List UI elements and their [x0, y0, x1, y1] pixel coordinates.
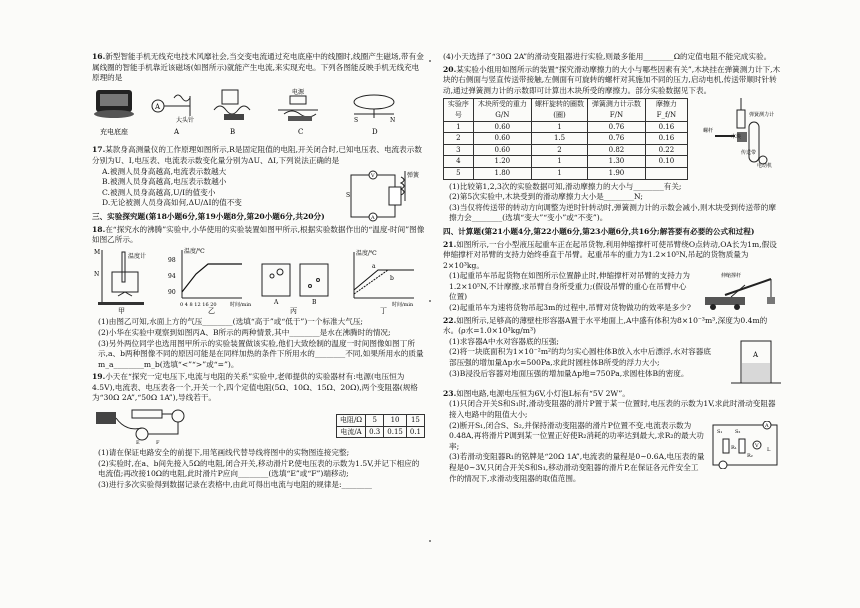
svg-text:N: N — [94, 270, 100, 278]
svg-text:弹簧: 弹簧 — [407, 172, 420, 180]
q19-sub-1: (1)请在保证电路安全的前提下,用笔画线代替导线将图中的实物图连接完整; — [98, 448, 350, 458]
q17-number: 17. — [92, 145, 106, 155]
svg-text:a: a — [372, 262, 376, 270]
figure-a — [152, 95, 194, 124]
ab-graph — [354, 249, 414, 308]
q22-text: 如图所示,足够高的薄壁柱形容器A置于水平地面上,A中盛有体积为8×10⁻³m³,深度为0.4m的水。(ρ水=1.0×10³kg/m³) — [443, 315, 768, 336]
question-20 — [443, 65, 781, 224]
q19-sub-2: (2)实验时,在a、b间先接入5Ω的电阻,闭合开关,移动滑片P,使电压表的示数为1.5V,并记下相应的电流值;再改接10Ω的电阻,此时滑片P应向________(选填“E”或“F”)端移动; — [98, 458, 420, 479]
q18-sub-3: (3)另外两位同学也选用图甲所示的实验装置做该实验,他们大致绘制的温度一时间图像如图丁所示,a、b两种图像不同的原因可能是在同样加热的条件下所用水的________不同,如果所用水的质量m_a________m_b(选填“<”“>”或“=”)。 — [98, 338, 424, 369]
q21-sub-1: (1)起重吊车吊起货物在如图所示位置静止时,伸缩撑杆对吊臂的支持力为1.2×10⁵N,不计摩擦,求吊臂自身所受重力;(假设吊臂的重心在吊臂中心位置) — [449, 271, 690, 302]
figure-d — [354, 95, 395, 124]
question-21 — [443, 240, 781, 314]
q18-sub-1: (1)由图乙可知,水面上方的气压________(选填“高于”或“低于”)一个标准大气压; — [98, 317, 363, 327]
section-4-heading: 四、计算题(第21小题4分,第22小题6分,第23小题6分,共16分;解答要有必要的公式和过程) — [443, 226, 755, 236]
q16-figures — [92, 84, 425, 140]
q21-sub-2: (2)起重吊车为速将货物吊起3m的过程中,吊臂对货物做功的效率是多少? — [449, 303, 691, 313]
svg-text:A: A — [274, 298, 279, 306]
q16-text: 新型智能手机无线充电技术风靡社会,当交变电流通过充电底座中的线圈时,线圈产生磁场,带有金属线圈的智能手机靠近该磁场(如图所示)就能产生电流,来实现充电。下列各图能反映手机无线充电原理的是 — [92, 52, 424, 83]
q21-text: 如图所示,一台小型液压起重车正在起吊货物,利用伸缩撑杆可使吊臂绕O点转动,OA长为1m,假设伸缩撑杆对吊臂的支持力始终垂直于吊臂。起重吊车的重力为1.2×10⁵N,吊起的货物质量为2×10³kg。 — [443, 239, 777, 270]
q19-text: 小天在“探究一定电压下,电流与电阻的关系”实验中,老师提供的实验器材有:电源(电压恒为4.5V),电流表、电压表各一个,开关一个,四个定值电阻(5Ω、10Ω、15Ω、20Ω),两个变阻器(规格为“30Ω 2A”,“50Ω 1A”),导线若干。 — [92, 372, 418, 403]
svg-text:木块: 木块 — [731, 134, 742, 141]
svg-text:时间/min: 时间/min — [392, 301, 414, 308]
svg-text:S: S — [346, 192, 351, 200]
q20-sub-1: (1)比较第1,2,3次的实验数据可知,滑动摩擦力的大小与________有关; — [449, 181, 682, 191]
q18-number: 18. — [92, 224, 106, 234]
fold-mark — [429, 60, 431, 62]
svg-text:温度计: 温度计 — [128, 252, 147, 260]
svg-text:E: E — [136, 440, 140, 447]
q21-number: 21. — [443, 239, 457, 249]
q20-table: 实验序号 木块所受的重力G/N 螺杆旋转的圈数(圈) 弹簧测力计示数F/N 摩擦力F_f/N 1 0.60 1 0.76 0.16 2 0.60 1.5 0.76 0.16 3 0.60 2 0.82 0.22 4 1.20 1 1.30 0.10 5 1.80 1 1.90 — [443, 98, 688, 179]
svg-text:V: V — [371, 173, 375, 180]
q20-sub-2: (2)第5次实验中,木块受到的滑动摩擦力大小是________N; — [449, 192, 643, 202]
svg-text:A: A — [155, 102, 161, 111]
svg-text:S: S — [354, 116, 359, 124]
boiling-apparatus-figure — [94, 249, 146, 305]
svg-text:R₂: R₂ — [747, 452, 753, 459]
svg-text:N: N — [390, 116, 396, 124]
q22-number: 22. — [443, 315, 457, 325]
svg-text:F: F — [156, 440, 160, 447]
q20-apparatus-figure — [701, 96, 781, 168]
section-3-heading: 三、实验探究题(第18小题6分,第19小题8分,第20小题6分,共20分) — [92, 211, 325, 221]
figure-b — [214, 90, 250, 120]
q19-continued: (4)小天选择了“30Ω 2A”的滑动变阻器进行实验,则最多能用________Ω的定值电阻不能完成实验。 — [443, 52, 772, 61]
svg-text:0 4 8 12 16 20: 0 4 8 12 16 20 — [180, 301, 217, 308]
svg-text:A: A — [765, 422, 769, 429]
q17-circuit — [345, 167, 425, 225]
svg-text:R₁: R₁ — [731, 444, 737, 451]
svg-text:A: A — [753, 350, 759, 359]
question-18 — [92, 225, 425, 371]
q19-number: 19. — [92, 372, 106, 382]
svg-text:弹簧测力计: 弹簧测力计 — [749, 112, 775, 119]
temperature-time-graph — [168, 247, 252, 308]
q17-option-d: D.无论被测人员身高如何,ΔU/ΔI的值不变 — [102, 198, 242, 208]
svg-text:B: B — [230, 127, 236, 136]
q22-container-figure — [731, 337, 781, 387]
q21-crane-figure — [701, 271, 781, 311]
q18-text: 在“探究水的沸腾”实验中,小华使用的实验装置如图甲所示,根据实验数据作出的“温度-时间”图像如图乙所示。 — [92, 224, 425, 245]
svg-text:丙: 丙 — [290, 306, 297, 314]
q18-sub-2: (2)小华在实验中观察到如图丙A、B所示的两种情景,其中________是水在沸腾时的情况; — [98, 327, 391, 337]
svg-text:94: 94 — [168, 272, 176, 280]
q22-sub-1: (1)求容器A中水对容器底的压强; — [449, 336, 559, 346]
svg-text:b: b — [390, 274, 394, 282]
svg-text:乙: 乙 — [208, 306, 215, 314]
q22-sub-2: (2)将一块底面积为1×10⁻²m²的均匀实心圆柱体B放入水中后漂浮,水对容器底部压强的增加量Δp水=500Pa,求此时圆柱体B所受的浮力大小; — [449, 347, 711, 368]
q23-sub-3: (3)若滑动变阻器R₁的铭牌是“20Ω 1A”,电流表的量程是0~0.6A,电压表的量程是0~3V,只闭合开关S和S₁,移动滑动变阻器的滑片P,在保证各元件安全工作的情况下,求滑动变阻器的取值范围。 — [449, 452, 705, 483]
q19-table: 电阻/Ω 5 10 15 电流/A 0.3 0.15 0.1 — [336, 414, 425, 438]
beakers-figure — [262, 264, 328, 306]
question-22 — [443, 316, 781, 387]
svg-text:98: 98 — [168, 256, 176, 264]
svg-text:B: B — [312, 298, 317, 306]
svg-text:甲: 甲 — [118, 306, 125, 314]
q19-circuit-figure — [92, 406, 202, 446]
question-23 — [443, 389, 781, 484]
fold-mark — [429, 540, 431, 542]
svg-text:S₁: S₁ — [717, 428, 723, 435]
svg-text:充电底座: 充电底座 — [100, 127, 128, 136]
q17-option-b: B.被测人员身高越高,电压表示数越小 — [102, 177, 227, 187]
q17-option-a: A.被测人员身高越高,电流表示数越大 — [102, 166, 227, 176]
q23-text: 如图电路,电源电压恒为6V,小灯泡L标有“5V 2W”。 — [456, 388, 630, 398]
question-19 — [92, 372, 425, 490]
q17-option-c: C.被测人员身高越高,U/I的值变小 — [102, 187, 216, 197]
left-column — [92, 52, 425, 492]
svg-text:丁: 丁 — [380, 306, 387, 314]
q20-number: 20. — [443, 64, 457, 74]
svg-text:V: V — [755, 442, 759, 449]
q23-number: 23. — [443, 388, 457, 398]
fold-mark — [429, 300, 431, 302]
svg-text:L: L — [767, 446, 771, 453]
svg-text:时间/min: 时间/min — [230, 301, 252, 308]
q23-circuit-figure — [709, 421, 781, 469]
svg-text:电源: 电源 — [292, 88, 305, 96]
svg-text:A: A — [174, 127, 180, 136]
svg-text:传送带: 传送带 — [741, 150, 757, 157]
q20-sub-3: (3)当仅将传送带的转动方向调整为逆时针转动时,弹簧测力计的示数会减小,则木块受到传送带的摩擦力会________(选填“变大”“变小”或“不变”)。 — [449, 202, 776, 223]
right-column — [443, 52, 781, 486]
svg-text:A: A — [371, 215, 375, 222]
svg-text:温度/℃: 温度/℃ — [184, 247, 205, 255]
svg-text:D: D — [372, 127, 378, 136]
q16-number: 16. — [92, 52, 106, 61]
svg-text:C: C — [298, 127, 304, 136]
q23-sub-1: (1)只闭合开关S和S₁时,滑动变阻器的滑片P置于某一位置时,电压表的示数为1V,求此时滑动变阻器接入电路中的阻值大小; — [449, 399, 776, 420]
q17-text: 某款身高测量仪的工作原理如图所示,R是固定阻值的电阻,开关闭合时,已知电压表、电流表示数分别为U、I,电压表、电流表示数变化量分别为ΔU、ΔI,下列说法正确的是 — [92, 145, 422, 165]
svg-text:90: 90 — [168, 288, 176, 296]
q23-sub-2: (2)断开S₁,闭合S、S₂,并保持滑动变阻器的滑片P位置不变,电流表示数为0.48A,再将滑片P调到某一位置正好使R₂消耗的功率达到最大,求R₂的最大功率; — [449, 420, 704, 451]
question-16 — [92, 52, 425, 143]
q18-figures — [92, 246, 425, 314]
figure-c — [278, 88, 318, 121]
svg-text:S₂: S₂ — [735, 428, 741, 435]
svg-text:大头针: 大头针 — [176, 116, 195, 124]
q22-sub-3: (3)B浸没后容器对地面压强的增加量Δp地=750Pa,求圆柱体B的密度。 — [449, 368, 689, 378]
svg-text:螺杆: 螺杆 — [703, 128, 714, 135]
svg-text:温度/℃: 温度/℃ — [356, 249, 377, 257]
q20-text: 某实验小组用如图所示的装置“探究滑动摩擦力的大小与哪些因素有关”,木块挂在弹簧测力计下,木块的右侧面与竖直传送带接触,左侧面有可旋转的螺杆对其施加不同的压力,启动电机,传送带顺时针转动,通过弹簧测力计的示数即可计算出木块所受的摩擦力。部分实验数据见下表。 — [443, 64, 781, 95]
svg-text:电动机: 电动机 — [757, 163, 773, 169]
svg-text:M: M — [94, 248, 101, 256]
charging-base-figure — [94, 90, 134, 118]
svg-text:伸缩撑杆: 伸缩撑杆 — [721, 273, 742, 280]
q19-sub-3: (3)进行多次实验得到数据记录在表格中,由此可得出电流与电阻的规律是:________ — [98, 479, 372, 489]
